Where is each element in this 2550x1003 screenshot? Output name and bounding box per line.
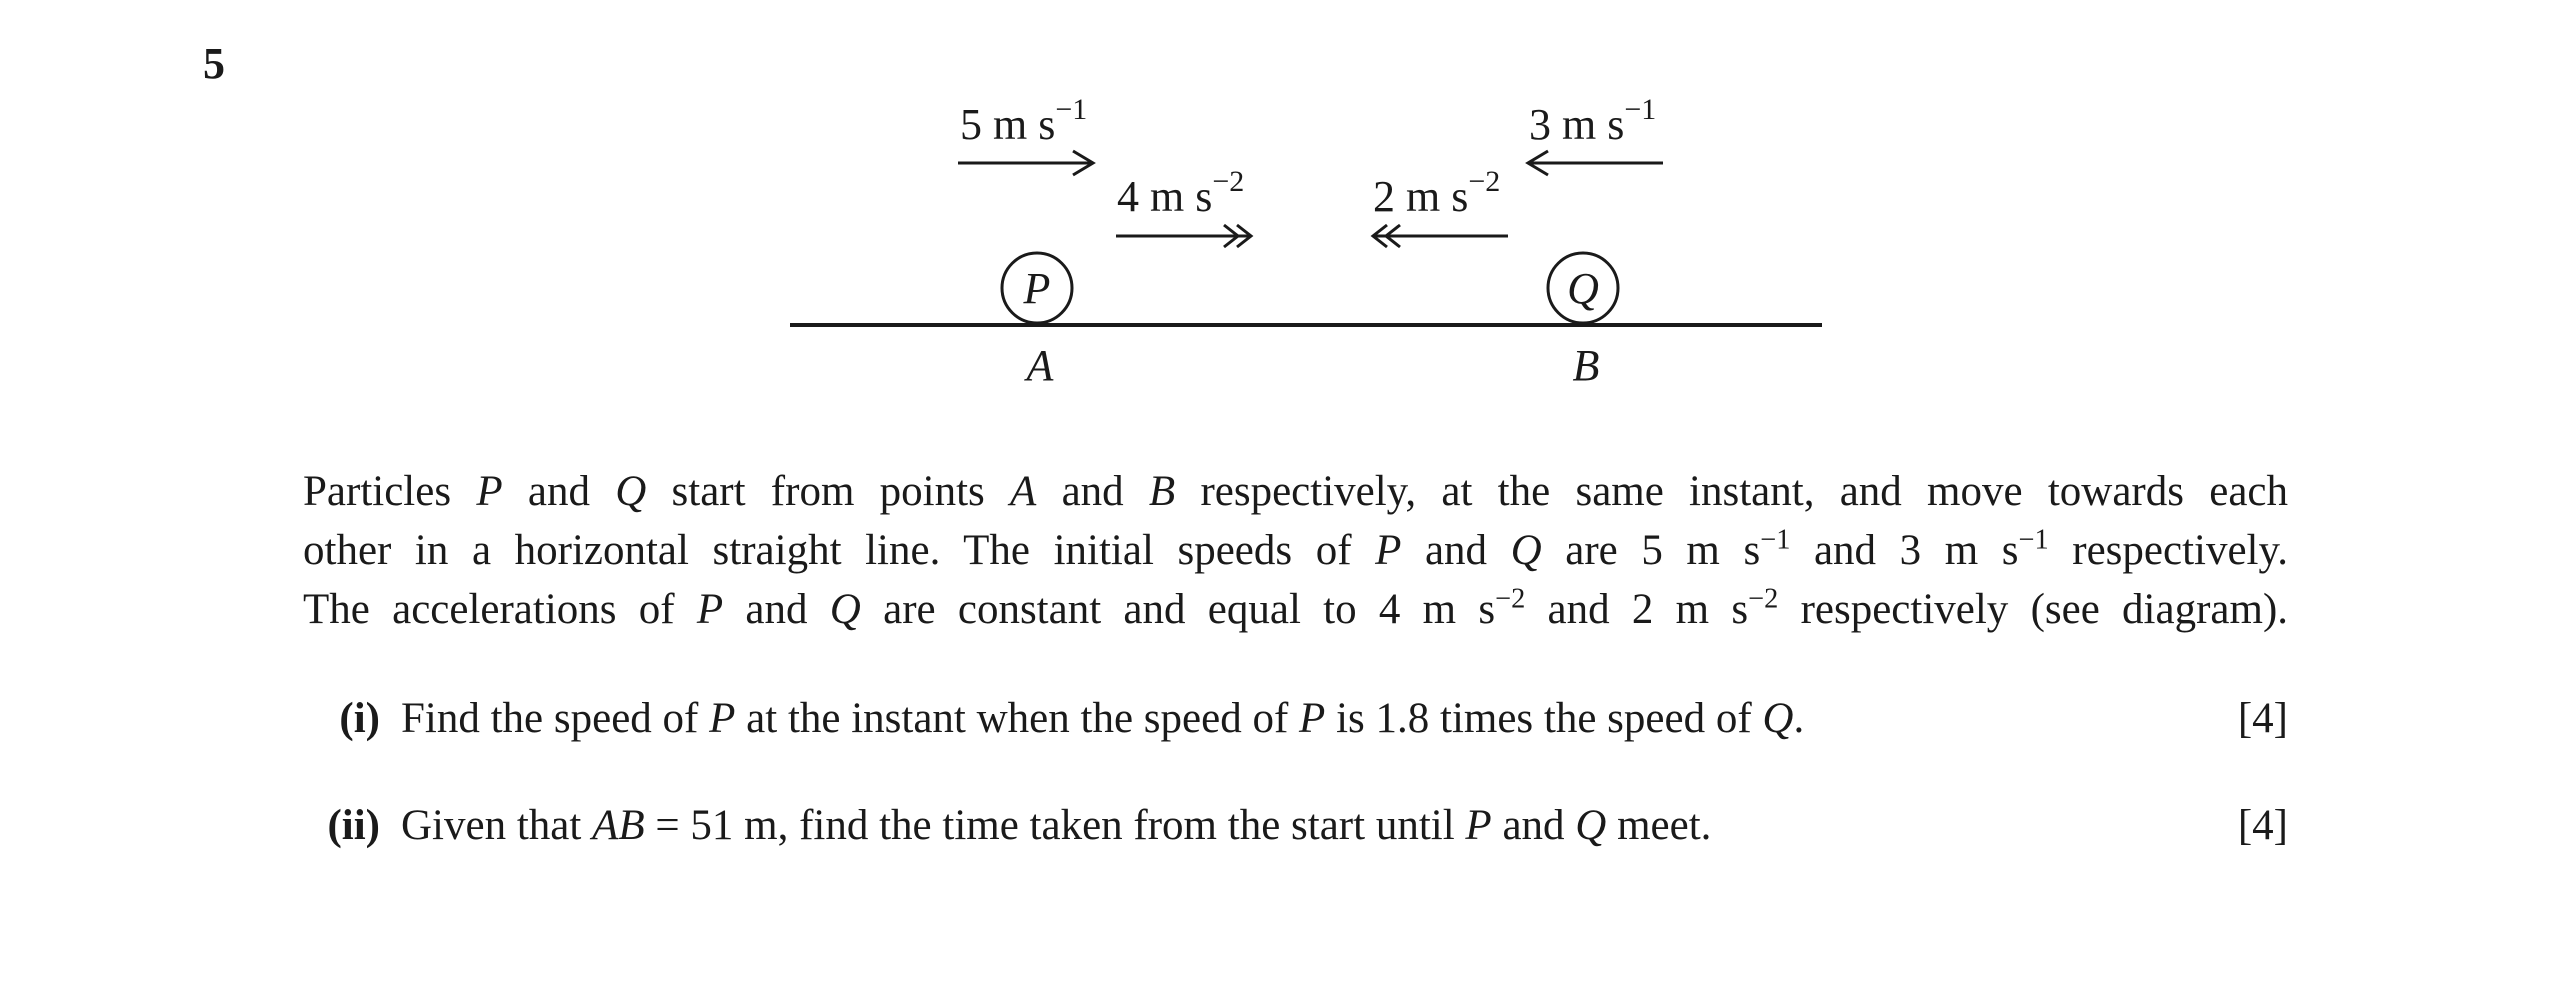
point-a-label: A [1026,341,1054,390]
question-number: 5 [203,39,225,88]
q-velocity-arrow-icon [1528,151,1663,175]
point-b-label: B [1572,341,1600,390]
particle-q [1548,253,1618,323]
question-stem [303,462,2288,639]
q-acceleration-label: 2 m $s^{-2}$ [1373,165,1501,221]
stem-line-3: The accelerations of P and Q are constant and equal to 4 m $s^{-2}$ and 2 m $s^{-2}$ respectively (see diagram). [303,583,2289,633]
particle-p-label: P [1023,264,1051,313]
stem-line-1: Particles P and Q start from points A and B respectively, at the same instant, and move towards each [303,468,2288,515]
p-velocity-arrow-icon [958,151,1093,175]
part-ii-text: Given that AB = 51 m, find the time taken from the start until P and Q meet. [401,802,1712,849]
p-initial-speed-label: 5 m $s^{-1}$ [960,93,1088,149]
particle-p [1002,253,1072,323]
p-acceleration-label: 4 m $s^{-2}$ [1117,165,1245,221]
p-acceleration-arrow-icon [1116,225,1251,247]
part-ii-marks: [4] [2237,802,2288,849]
particle-q-label: Q [1567,264,1599,313]
q-acceleration-arrow-icon [1373,225,1508,247]
motion-diagram [0,0,2550,420]
q-initial-speed-label: 3 m $s^{-1}$ [1529,93,1657,149]
part-i-text: Find the speed of P at the instant when the speed of P is 1.8 times the speed of Q. [401,695,1805,742]
stem-line-2: other in a horizontal straight line. The initial speeds of P and Q are 5 m $s^{-1}$ and 3 m $s^{-1}$ respectively. [303,524,2288,574]
part-i-number: (i) [339,695,380,742]
part-ii-number: (ii) [327,802,380,849]
part-i-marks: [4] [2237,695,2288,742]
